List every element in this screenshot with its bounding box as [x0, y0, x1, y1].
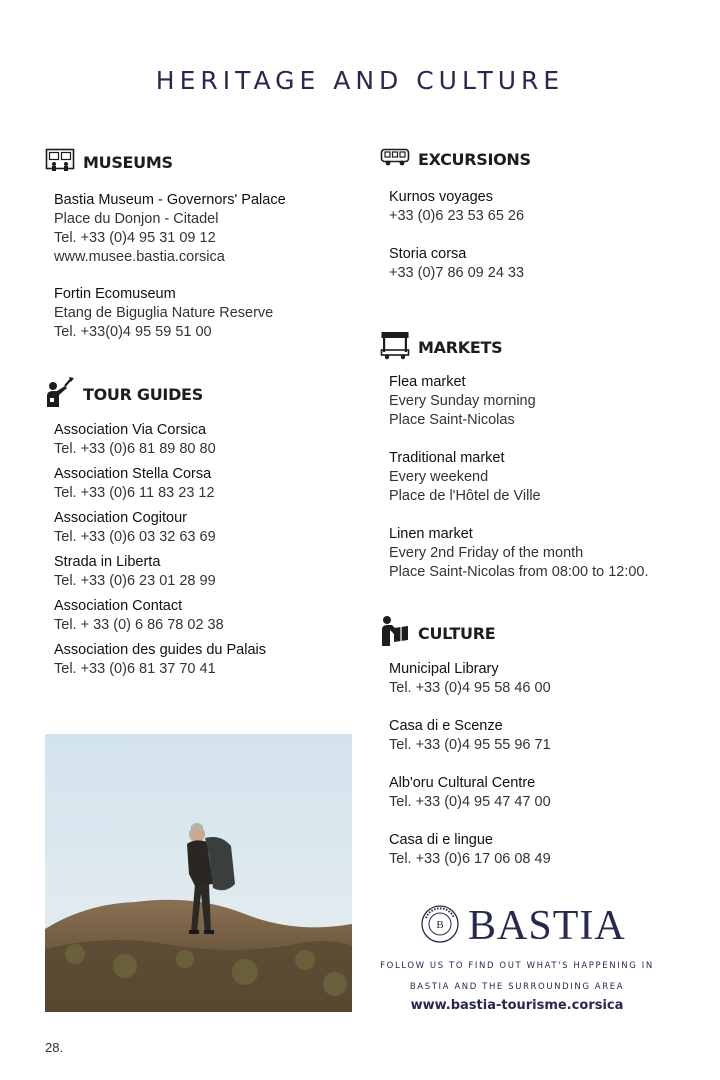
website-link[interactable]: www.bastia-tourisme.corsica — [410, 998, 624, 1013]
list-item — [54, 191, 354, 267]
hiker-photo — [45, 734, 352, 1012]
entry-name: Association Via Corsica — [54, 422, 207, 438]
list-item — [389, 188, 689, 226]
list-item — [389, 831, 689, 869]
entry-address: Place du Donjon - Citadel — [54, 211, 219, 227]
entry-name: Storia corsa — [389, 246, 467, 262]
tourism-office-seal-icon — [420, 904, 460, 949]
list-item — [389, 449, 709, 506]
page-title: HERITAGE AND CULTURE — [155, 66, 565, 95]
entry-phone: +33 (0)6 23 53 65 26 — [389, 208, 525, 224]
entry-phone: Tel. +33 (0)4 95 55 96 71 — [389, 737, 551, 753]
markets-heading — [380, 330, 502, 365]
list-item — [54, 553, 354, 591]
entry-phone: Tel. +33 (0)4 95 31 09 12 — [54, 230, 216, 246]
culture-heading — [380, 614, 495, 653]
entry-name: Flea market — [389, 374, 466, 390]
bastia-logo — [420, 902, 626, 950]
tour-guides-heading — [45, 376, 203, 413]
excursions-heading — [380, 147, 531, 172]
museums-label: MUSEUMS — [83, 153, 173, 172]
excursions-list — [389, 188, 689, 283]
entry-phone: +33 (0)7 86 09 24 33 — [389, 265, 525, 281]
entry-phone: Tel. + 33 (0) 6 86 78 02 38 — [54, 617, 224, 633]
entry-schedule: Every weekend — [389, 469, 489, 485]
page-number: 28. — [45, 1040, 64, 1055]
entry-website-link[interactable]: www.musee.bastia.corsica — [54, 249, 225, 265]
culture-label: CULTURE — [418, 624, 496, 643]
entry-phone: Tel. +33(0)4 95 59 51 00 — [54, 324, 212, 340]
list-item — [389, 717, 689, 755]
entry-address: Etang de Biguglia Nature Reserve — [54, 305, 274, 321]
entry-phone: Tel. +33 (0)4 95 47 47 00 — [389, 794, 551, 810]
entry-name: Casa di e lingue — [389, 832, 493, 848]
museums-list — [54, 191, 354, 342]
entry-name: Association Contact — [54, 598, 183, 614]
list-item — [54, 597, 354, 635]
entry-phone: Tel. +33 (0)6 11 83 23 12 — [54, 485, 215, 501]
reading-person-icon — [380, 614, 410, 653]
tour-guides-list — [54, 421, 354, 679]
entry-name: Traditional market — [389, 450, 505, 466]
list-item — [54, 421, 354, 459]
entry-name: Casa di e Scenze — [389, 718, 503, 734]
list-item — [389, 373, 709, 430]
entry-name: Kurnos voyages — [389, 189, 493, 205]
logo-wordmark: BASTIA — [468, 903, 626, 949]
museums-heading — [45, 148, 173, 177]
entry-phone: Tel. +33 (0)4 95 58 46 00 — [389, 680, 551, 696]
svg-text:B: B — [436, 918, 444, 931]
follow-text-line1: FOLLOW US TO FIND OUT WHAT'S HAPPENING IN — [380, 961, 654, 971]
entry-phone: Tel. +33 (0)6 81 89 80 80 — [54, 441, 216, 457]
entry-name: Fortin Ecomuseum — [54, 286, 176, 302]
entry-phone: Tel. +33 (0)6 03 32 63 69 — [54, 529, 216, 545]
list-item — [389, 525, 709, 582]
follow-text-line2: BASTIA AND THE SURROUNDING AREA — [409, 982, 625, 992]
museum-icon — [45, 148, 75, 177]
entry-name: Municipal Library — [389, 661, 499, 677]
entry-address: Place Saint-Nicolas from 08:00 to 12:00. — [389, 564, 649, 580]
tour-guide-icon — [45, 376, 75, 413]
bus-icon — [380, 147, 410, 172]
culture-list — [389, 660, 689, 869]
list-item — [54, 509, 354, 547]
list-item — [389, 774, 689, 812]
entry-name: Strada in Liberta — [54, 554, 161, 570]
tour-guides-label: TOUR GUIDES — [83, 385, 203, 404]
entry-name: Association des guides du Palais — [54, 642, 266, 658]
list-item — [389, 245, 689, 283]
list-item — [54, 285, 354, 342]
list-item — [389, 660, 689, 698]
list-item — [54, 465, 354, 503]
list-item — [54, 641, 354, 679]
entry-phone: Tel. +33 (0)6 81 37 70 41 — [54, 661, 216, 677]
markets-list — [389, 373, 709, 582]
entry-name: Bastia Museum - Governors' Palace — [54, 192, 286, 208]
entry-name: Alb'oru Cultural Centre — [389, 775, 536, 791]
entry-phone: Tel. +33 (0)6 23 01 28 99 — [54, 573, 216, 589]
entry-schedule: Every 2nd Friday of the month — [389, 545, 584, 561]
entry-address: Place de l'Hôtel de Ville — [389, 488, 541, 504]
market-stall-icon — [380, 330, 410, 365]
entry-name: Association Cogitour — [54, 510, 187, 526]
entry-name: Linen market — [389, 526, 473, 542]
entry-phone: Tel. +33 (0)6 17 06 08 49 — [389, 851, 551, 867]
markets-label: MARKETS — [418, 338, 503, 357]
entry-name: Association Stella Corsa — [54, 466, 212, 482]
excursions-label: EXCURSIONS — [418, 150, 531, 169]
entry-schedule: Every Sunday morning — [389, 393, 536, 409]
entry-address: Place Saint-Nicolas — [389, 412, 515, 428]
